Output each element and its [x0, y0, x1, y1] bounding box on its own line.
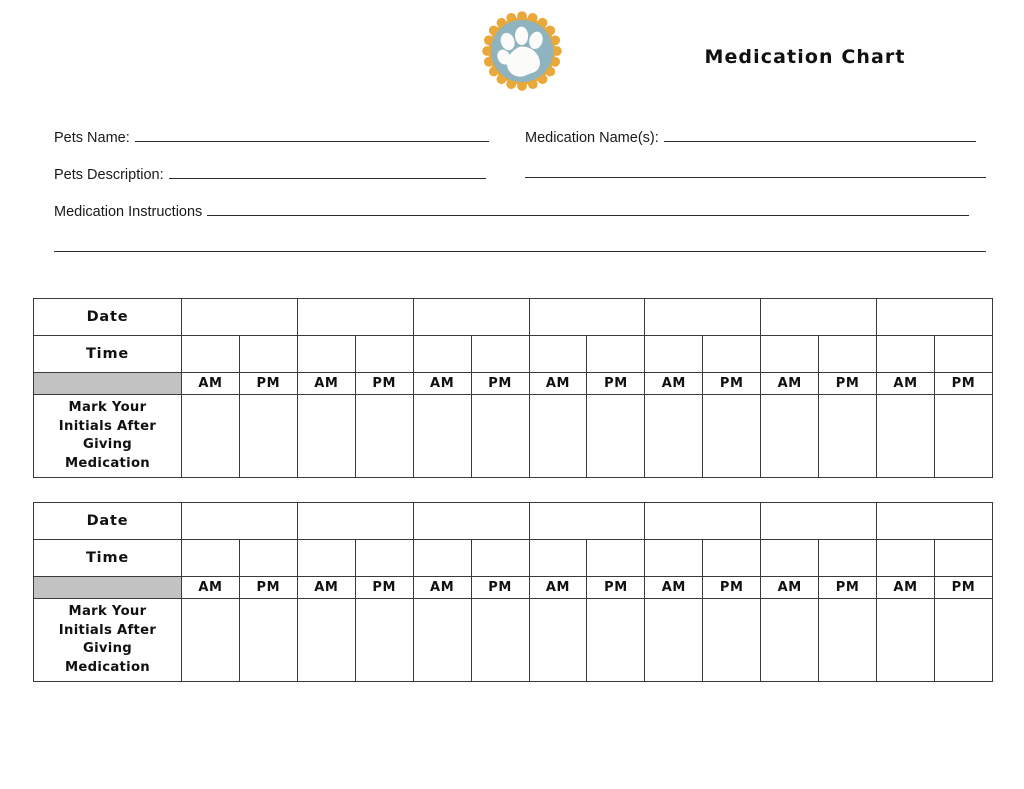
period-header: PM	[703, 577, 761, 599]
initials-cell[interactable]	[761, 395, 819, 478]
date-cell[interactable]	[182, 299, 298, 336]
initials-cell[interactable]	[761, 599, 819, 682]
date-cell[interactable]	[761, 299, 877, 336]
period-header: PM	[819, 373, 877, 395]
initials-cell[interactable]	[471, 599, 529, 682]
pets-description-input[interactable]	[169, 165, 486, 179]
time-cell[interactable]	[934, 540, 992, 577]
initials-label-line: Initials After	[58, 622, 157, 638]
period-header: AM	[877, 373, 935, 395]
pets-name-input[interactable]	[135, 128, 489, 142]
time-cell[interactable]	[413, 336, 471, 373]
period-header: AM	[877, 577, 935, 599]
paw-print-badge-icon	[481, 10, 563, 92]
initials-label-line: Giving	[82, 641, 133, 656]
initials-cell[interactable]	[355, 395, 413, 478]
initials-label-line: Giving	[82, 437, 133, 452]
table-row-period	[34, 373, 993, 395]
time-cell[interactable]	[182, 336, 240, 373]
period-header: AM	[761, 373, 819, 395]
time-cell[interactable]	[413, 540, 471, 577]
time-cell[interactable]	[471, 336, 529, 373]
time-cell[interactable]	[297, 540, 355, 577]
time-cell[interactable]	[587, 336, 645, 373]
time-cell[interactable]	[877, 540, 935, 577]
period-row-spacer	[34, 373, 182, 395]
period-header: PM	[239, 577, 297, 599]
initials-cell[interactable]	[182, 599, 240, 682]
medication-names-label: Medication Name(s):	[525, 130, 659, 146]
initials-cell[interactable]	[413, 395, 471, 478]
time-cell[interactable]	[355, 540, 413, 577]
time-cell[interactable]	[529, 540, 587, 577]
period-header: PM	[471, 577, 529, 599]
medication-instructions-input[interactable]	[207, 202, 969, 216]
initials-cell[interactable]	[413, 599, 471, 682]
period-header: AM	[297, 373, 355, 395]
initials-cell[interactable]	[239, 395, 297, 478]
time-cell[interactable]	[182, 540, 240, 577]
period-header: PM	[934, 577, 992, 599]
initials-label-line: Mark Your	[68, 400, 147, 415]
initials-cell[interactable]	[239, 599, 297, 682]
period-header: AM	[297, 577, 355, 599]
initials-cell[interactable]	[703, 599, 761, 682]
field-pets-description[interactable]	[54, 165, 486, 183]
time-cell[interactable]	[239, 336, 297, 373]
initials-cell[interactable]	[934, 395, 992, 478]
time-cell[interactable]	[703, 540, 761, 577]
time-cell[interactable]	[819, 540, 877, 577]
time-cell[interactable]	[529, 336, 587, 373]
time-cell[interactable]	[645, 540, 703, 577]
date-row-label: Date	[34, 299, 182, 336]
medication-instructions-label: Medication Instructions	[54, 204, 203, 220]
table-row-date	[34, 503, 993, 540]
date-cell[interactable]	[413, 503, 529, 540]
date-cell[interactable]	[297, 503, 413, 540]
table-row-time	[34, 336, 993, 373]
date-cell[interactable]	[645, 299, 761, 336]
date-cell[interactable]	[529, 299, 645, 336]
date-cell[interactable]	[529, 503, 645, 540]
period-header: PM	[703, 373, 761, 395]
period-row-spacer	[34, 577, 182, 599]
date-row-label: Date	[34, 503, 182, 540]
initials-label-line: Mark Your	[68, 604, 147, 619]
initials-cell[interactable]	[645, 395, 703, 478]
date-cell[interactable]	[877, 503, 993, 540]
date-cell[interactable]	[761, 503, 877, 540]
initials-label-line: Initials After	[58, 418, 157, 434]
period-header: PM	[471, 373, 529, 395]
medication-log-table-2	[33, 502, 993, 682]
medication-instructions-input-line-2[interactable]	[54, 251, 986, 252]
initials-cell[interactable]	[587, 599, 645, 682]
time-cell[interactable]	[645, 336, 703, 373]
initials-label-line: Medication	[64, 659, 151, 675]
period-header: PM	[587, 577, 645, 599]
page-title: Medication Chart	[704, 46, 906, 68]
date-cell[interactable]	[877, 299, 993, 336]
period-header: AM	[182, 373, 240, 395]
time-cell[interactable]	[819, 336, 877, 373]
time-cell[interactable]	[239, 540, 297, 577]
initials-cell[interactable]	[934, 599, 992, 682]
period-header: AM	[645, 577, 703, 599]
table-row-initials	[34, 599, 993, 682]
initials-cell[interactable]	[529, 395, 587, 478]
period-header: PM	[355, 577, 413, 599]
time-cell[interactable]	[297, 336, 355, 373]
period-header: AM	[761, 577, 819, 599]
period-header: AM	[182, 577, 240, 599]
period-header: AM	[413, 373, 471, 395]
table-row-date	[34, 299, 993, 336]
time-cell[interactable]	[355, 336, 413, 373]
time-cell[interactable]	[761, 540, 819, 577]
initials-cell[interactable]	[819, 599, 877, 682]
time-cell[interactable]	[877, 336, 935, 373]
initials-cell[interactable]	[819, 395, 877, 478]
initials-cell[interactable]	[297, 599, 355, 682]
period-header: PM	[355, 373, 413, 395]
field-medication-instructions[interactable]	[54, 202, 969, 220]
period-header: PM	[239, 373, 297, 395]
initials-cell[interactable]	[877, 395, 935, 478]
medication-names-input-line-2[interactable]	[525, 177, 986, 178]
initials-cell[interactable]	[587, 395, 645, 478]
pets-name-label: Pets Name:	[54, 130, 130, 146]
field-pets-name[interactable]	[54, 128, 489, 146]
initials-cell[interactable]	[529, 599, 587, 682]
medication-names-input[interactable]	[664, 128, 976, 142]
table-row-period	[34, 577, 993, 599]
date-cell[interactable]	[413, 299, 529, 336]
table-row-initials	[34, 395, 993, 478]
initials-cell[interactable]	[703, 395, 761, 478]
initials-cell[interactable]	[877, 599, 935, 682]
initials-cell[interactable]	[471, 395, 529, 478]
initials-row-label	[34, 599, 182, 682]
period-header: PM	[934, 373, 992, 395]
period-header: AM	[529, 373, 587, 395]
period-header: AM	[529, 577, 587, 599]
time-row-label: Time	[34, 336, 182, 373]
initials-cell[interactable]	[645, 599, 703, 682]
date-cell[interactable]	[182, 503, 298, 540]
table-row-time	[34, 540, 993, 577]
patient-information-form	[0, 110, 1024, 275]
medication-log-table-1	[33, 298, 993, 478]
date-cell[interactable]	[297, 299, 413, 336]
time-row-label: Time	[34, 540, 182, 577]
field-medication-names[interactable]	[525, 128, 976, 146]
initials-cell[interactable]	[297, 395, 355, 478]
time-cell[interactable]	[471, 540, 529, 577]
time-cell[interactable]	[703, 336, 761, 373]
period-header: AM	[645, 373, 703, 395]
period-header: PM	[819, 577, 877, 599]
document-header	[0, 0, 1024, 105]
time-cell[interactable]	[761, 336, 819, 373]
initials-row-label	[34, 395, 182, 478]
period-header: AM	[413, 577, 471, 599]
period-header: PM	[587, 373, 645, 395]
pets-description-label: Pets Description:	[54, 167, 164, 183]
initials-label-line: Medication	[64, 455, 151, 471]
time-cell[interactable]	[587, 540, 645, 577]
initials-cell[interactable]	[182, 395, 240, 478]
time-cell[interactable]	[934, 336, 992, 373]
initials-cell[interactable]	[355, 599, 413, 682]
date-cell[interactable]	[645, 503, 761, 540]
